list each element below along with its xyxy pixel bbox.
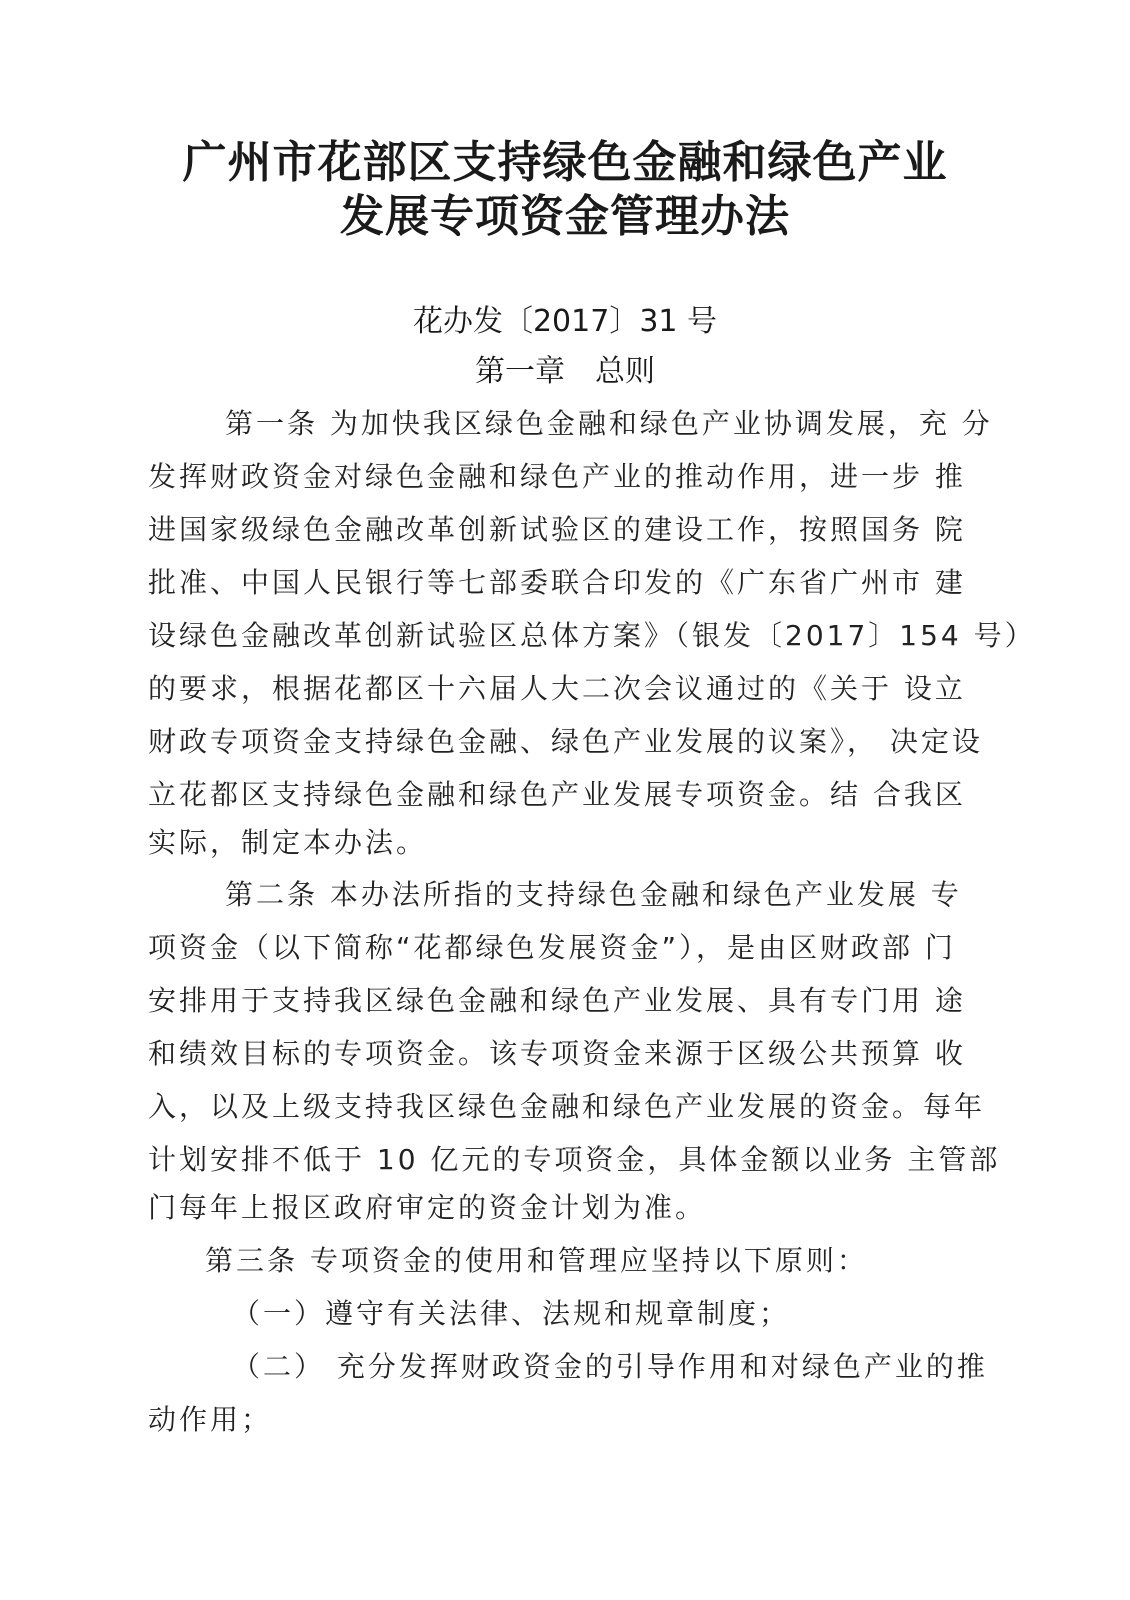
article-2-line: 项资金（以下简称“花都绿色发展资金”），是由区财政部 门 — [148, 931, 956, 964]
document-title-line-2: 发展专项资金管理办法 — [340, 191, 790, 242]
article-1-line: 进国家级绿色金融改革创新试验区的建设工作，按照国务 院 — [148, 513, 966, 546]
article-3-item-2: （二） 充分发挥财政资金的引导作用和对绿色产业的推 — [232, 1350, 988, 1383]
article-1-line: 发挥财政资金对绿色金融和绿色产业的推动作用，进一步 推 — [148, 460, 966, 493]
article-1-line: 第一条 为加快我区绿色金融和绿色产业协调发展，充 分 — [225, 407, 993, 440]
article-3-item-1: （一）遵守有关法律、法规和规章制度； — [232, 1297, 791, 1330]
article-1-line: 财政专项资金支持绿色金融、绿色产业发展的议案》， 决定设 — [148, 725, 983, 758]
document-number: 花办发〔2017〕31 号 — [412, 304, 718, 339]
article-3-item-2-continued: 动作用； — [148, 1403, 273, 1436]
article-1-line: 设绿色金融改革创新试验区总体方案》（银发〔2017〕154 号） — [148, 619, 1036, 652]
document-title-line-1: 广州市花部区支持绿色金融和绿色产业 — [182, 137, 948, 188]
article-2-line: 第二条 本办法所指的支持绿色金融和绿色产业发展 专 — [225, 878, 962, 911]
article-2-line: 和绩效目标的专项资金。该专项资金来源于区级公共预算 收 — [148, 1037, 966, 1070]
article-1-line: 实际，制定本办法。 — [148, 826, 428, 859]
article-1-line: 的要求，根据花都区十六届人大二次会议通过的《关于 设立 — [148, 672, 966, 705]
chapter-heading: 第一章 总则 — [475, 354, 655, 389]
article-2-line: 入，以及上级支持我区绿色金融和绿色产业发展的资金。每年 — [148, 1090, 986, 1123]
article-3-heading: 第三条 专项资金的使用和管理应坚持以下原则： — [205, 1244, 868, 1277]
article-2-line: 计划安排不低于 10 亿元的专项资金，具体金额以业务 主管部 — [148, 1143, 1001, 1176]
article-1-line: 立花都区支持绿色金融和绿色产业发展专项资金。结 合我区 — [148, 778, 966, 811]
article-1-line: 批准、中国人民银行等七部委联合印发的《广东省广州市 建 — [148, 566, 966, 599]
article-2-line: 安排用于支持我区绿色金融和绿色产业发展、具有专门用 途 — [148, 984, 966, 1017]
article-2-line: 门每年上报区政府审定的资金计划为准。 — [148, 1191, 707, 1224]
